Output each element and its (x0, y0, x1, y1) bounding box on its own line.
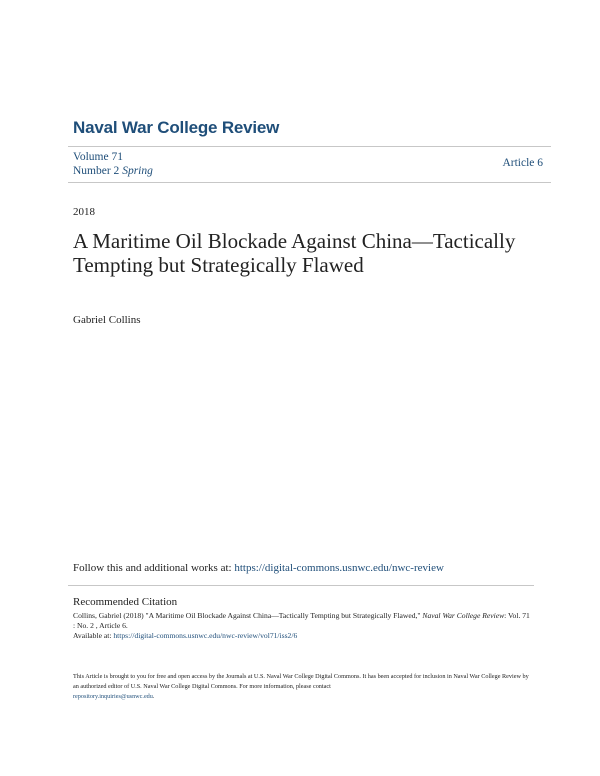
available-link[interactable]: https://digital-commons.usnwc.edu/nwc-review/vol71/iss2/6 (113, 631, 298, 640)
header-divider-top (68, 146, 551, 147)
access-notice (73, 672, 533, 702)
journal-title[interactable]: Naval War College Review (73, 118, 280, 137)
available-label: Available at: (73, 631, 114, 640)
article-number: Article 6 (502, 157, 543, 169)
access-notice-end: . (152, 693, 155, 700)
issue-link[interactable] (73, 165, 153, 177)
header-divider-bottom (68, 182, 551, 183)
follow-link[interactable]: https://digital-commons.usnwc.edu/nwc-review (234, 562, 444, 574)
access-notice-text: This Article is brought to you for free and open access by the Journals at U.S. Naval War College Digital Commons. It has been accepted for inclusion in Naval War College Review by an authorized editor of U.S. Naval War College Digital Commons. For more information, please contact (73, 673, 529, 690)
citation-text (73, 611, 533, 641)
follow-line (73, 562, 444, 574)
citation-prefix: Collins, Gabriel (2018) "A Maritime Oil Blockade Against China—Tactically Tempting but Strategically Flawed," (73, 611, 423, 620)
contact-email-link[interactable]: repository.inquiries@usnwc.edu (73, 693, 153, 700)
author-name: Gabriel Collins (73, 314, 141, 326)
follow-label: Follow this and additional works at: (73, 562, 235, 574)
recommended-citation-heading: Recommended Citation (73, 596, 178, 608)
issue-season: Spring (122, 165, 153, 177)
publication-year: 2018 (73, 206, 95, 218)
follow-divider (68, 585, 534, 586)
citation-journal: Naval War College Review (422, 611, 505, 620)
paper-title: A Maritime Oil Blockade Against China—Tactically Tempting but Strategically Flawed (73, 229, 516, 277)
issue-number: Number 2 (73, 165, 120, 177)
citation-volume: : Vol. 71 : No. 2 , Article 6. (73, 611, 530, 630)
volume-link[interactable]: Volume 71 (73, 151, 123, 163)
